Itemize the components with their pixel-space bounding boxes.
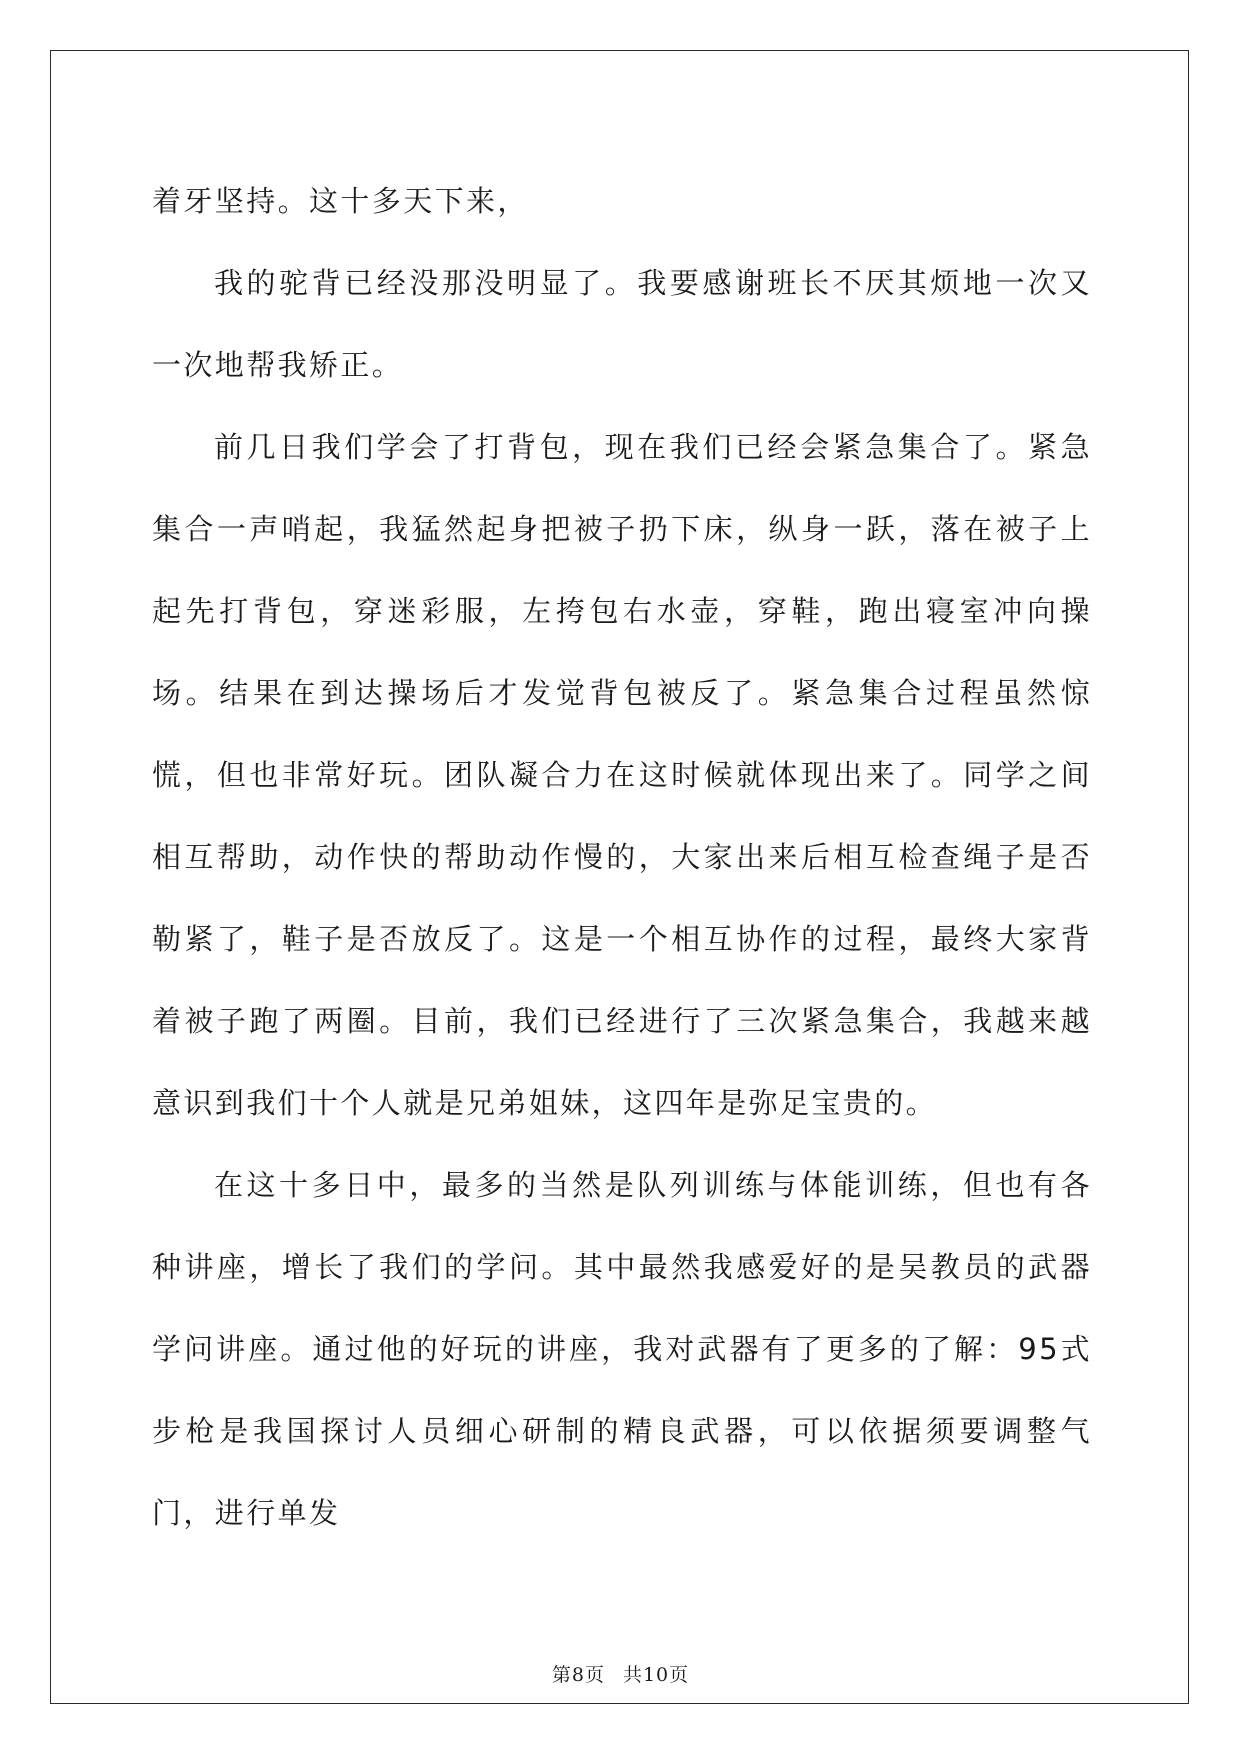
paragraph-2: 我的驼背已经没那没明显了。我要感谢班长不厌其烦地一次又一次地帮我矫正。 (152, 266, 1092, 382)
page-number: 第8页 (551, 1664, 605, 1686)
page-footer (0, 1660, 1241, 1687)
paragraph-3: 前几日我们学会了打背包，现在我们已经会紧急集合了。紧急集合一声哨起，我猛然起身把被子扔下床，纵身一跃，落在被子上起先打背包，穿迷彩服，左挎包右水壶，穿鞋，跑出寝室冲向操场。结果在到达操场后才发觉背包被反了。紧急集合过程虽然惊慌，但也非常好玩。团队凝合力在这时候就体现出来了。同学之间相互帮助，动作快的帮助动作慢的，大家出来后相互检查绳子是否勒紧了，鞋子是否放反了。这是一个相互协作的过程，最终大家背着被子跑了两圈。目前，我们已经进行了三次紧急集合，我越来越意识到我们十个人就是兄弟姐妹，这四年是弥足宝贵的。 (152, 430, 1092, 1120)
page-total: 共10页 (622, 1664, 690, 1686)
paragraph-4: 在这十多日中，最多的当然是队列训练与体能训练，但也有各种讲座，增长了我们的学问。其中最然我感爱好的是吴教员的武器学问讲座。通过他的好玩的讲座，我对武器有了更多的了解：95式步枪是我国探讨人员细心研制的精良武器，可以依据须要调整气门，进行单发 (152, 1168, 1092, 1530)
document-body (152, 160, 1092, 1554)
paragraph-1: 着牙坚持。这十多天下来， (152, 184, 529, 218)
